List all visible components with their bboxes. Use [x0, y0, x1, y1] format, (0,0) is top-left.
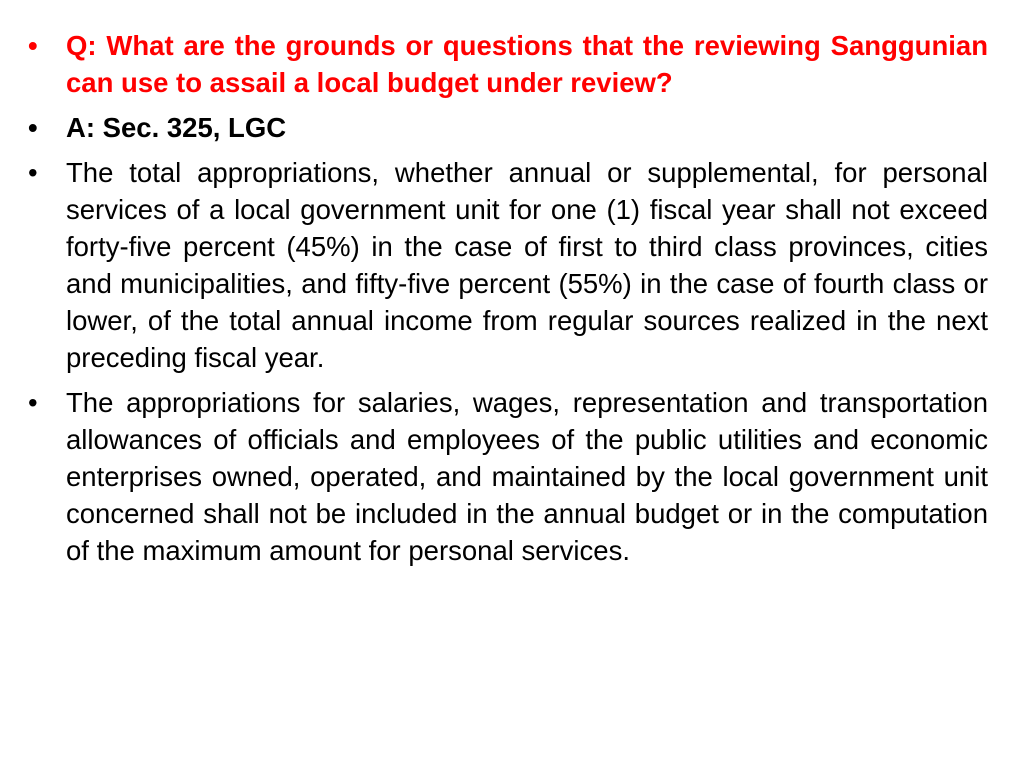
bullet-dot: •	[28, 30, 38, 61]
bullet-dot: •	[28, 387, 38, 418]
bullet-dot: •	[28, 157, 38, 188]
question-bullet	[22, 27, 988, 101]
rule-bullet-personal-services-cap	[22, 154, 988, 376]
rule-bullet-exclusions	[22, 384, 988, 569]
answer-text: A: Sec. 325, LGC	[66, 112, 287, 143]
bullet-list	[22, 27, 988, 577]
bullet-dot: •	[28, 112, 38, 143]
rule-text: The appropriations for salaries, wages, representation and transportation allowances of officials and employees of the public utilities and economic enterprises owned, operated, and maintained by the local government unit concerned shall not be included in the annual budget or in the computation of the maximum amount for personal services.	[66, 387, 988, 566]
answer-bullet	[22, 109, 988, 146]
question-text: Q: What are the grounds or questions that the reviewing Sanggunian can use to assail a local budget under review?	[66, 30, 988, 98]
rule-text: The total appropriations, whether annual or supplemental, for personal services of a local government unit for one (1) fiscal year shall not exceed forty-five percent (45%) in the case of first to third class provinces, cities and municipalities, and fifty-five percent (55%) in the case of fourth class or lower, of the total annual income from regular sources realized in the next preceding fiscal year.	[66, 157, 988, 373]
